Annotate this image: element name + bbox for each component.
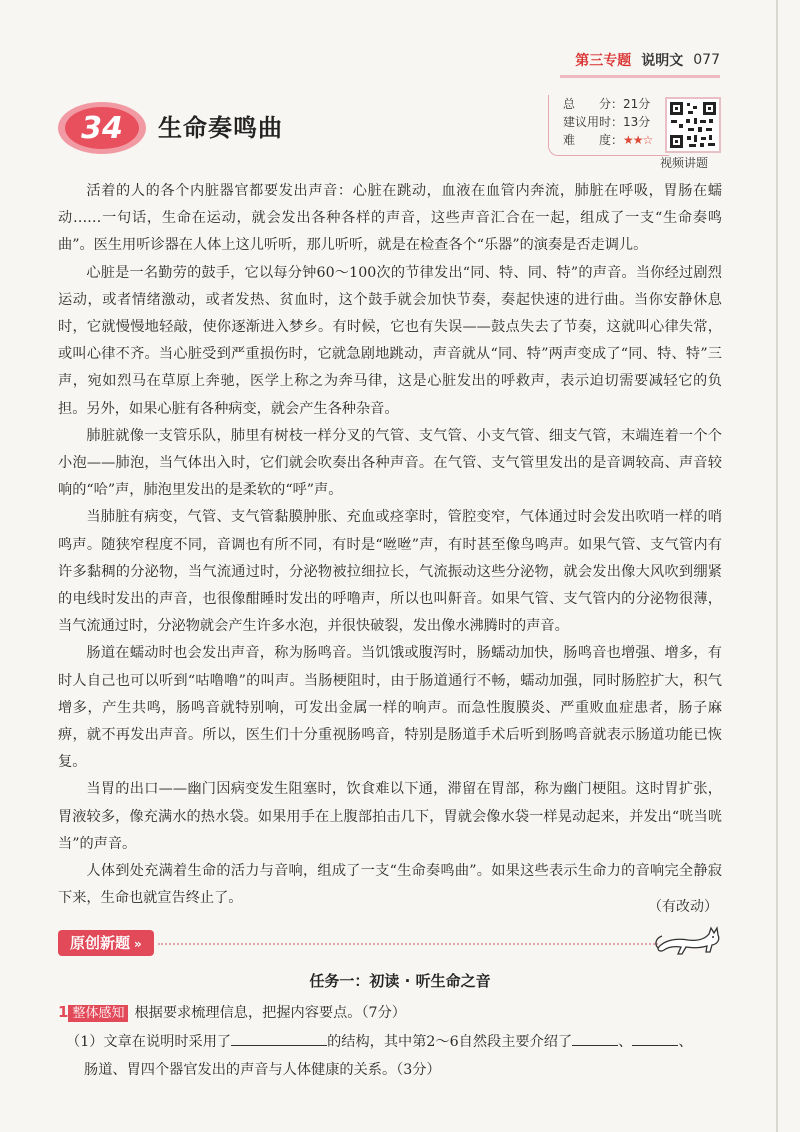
paragraph-7: 人体到处充满着生命的活力与音响，组成了一支“生命奏鸣曲”。如果这些表示生命力的音响完全静寂下来，生命也就宣告终止了。 — [58, 863, 722, 907]
paragraph-3: 肺脏就像一支管乐队，肺里有树枝一样分叉的气管、支气管、小支气管、细支气管，末端连着一个个小泡——肺泡，当气体出入时，它们就会吹奏出各种声音。在气管、支气管里发出的是音调较高、声音较响的“哈”声，肺泡里发出的是柔软的“呼”声。 — [58, 427, 722, 499]
paragraph-4: 当肺脏有病变，气管、支气管黏膜肿胀、充血或痉挛时，管腔变窄，气体通过时会发出吹哨一样的哨鸣声。随狭窄程度不同，音调也有所不同，有时是“咝咝”声，有时甚至像鸟鸣声。如果气管、支气管内有许多黏稠的分泌物，当气流通过时，分泌物被拉细拉长，气流振动这些分泌物，就会发出像大风吹到绷紧的电线时发出的声音，也很像酣睡时发出的呼噜声，所以也叫鼾音。如果气管、支气管内的分泌物很薄，当气流通过时，分泌物就会产生许多水泡，并很快破裂，发出像水沸腾时的声音。 — [58, 509, 722, 635]
header-rule — [560, 75, 720, 78]
lesson-title: 生命奏鸣曲 — [158, 114, 283, 142]
answer-blank-organ-2[interactable] — [632, 1029, 678, 1046]
answer-blank-organ-1[interactable] — [572, 1029, 618, 1046]
paragraph-5: 肠道在蠕动时也会发出声音，称为肠鸣音。当饥饿或腹泻时，肠蠕动加快，肠鸣音也增强、增多，有时人自己也可以听到“咕噜噜”的叫声。当肠梗阻时，由于肠道通行不畅，蠕动加强，同时肠腔扩大，积气增多，产生共鸣，肠鸣音就特别响，可发出金属一样的响声。而急性腹膜炎、严重败血症患者，肠子麻痹，就不再发出声音。所以，医生们十分重视肠鸣音，特别是肠道手术后听到肠鸣音就表示肠道功能已恢复。 — [58, 645, 722, 771]
answer-blank-structure[interactable] — [231, 1029, 327, 1046]
article-body — [58, 178, 722, 912]
question-1-stem — [58, 998, 728, 1028]
difficulty — [563, 131, 669, 149]
difficulty-label: 难 度： — [563, 133, 624, 147]
dotted-divider — [158, 943, 658, 945]
separator-2: 、 — [678, 1034, 693, 1050]
question-text: 根据要求梳理信息，把握内容要点。（7分） — [134, 1005, 406, 1021]
header-topic: 第三专题 — [575, 53, 632, 69]
task-title: 任务一：初读 · 听生命之音 — [309, 972, 491, 990]
sub-1-text-a: （1）文章在说明时采用了 — [66, 1034, 232, 1050]
lesson-number-badge — [56, 100, 148, 156]
separator-1: 、 — [618, 1034, 633, 1050]
cat-icon — [654, 922, 724, 964]
score-info-box — [548, 95, 669, 156]
running-header — [575, 50, 720, 70]
question-1-sub-1 — [58, 1028, 728, 1056]
lesson-number: 34 — [81, 110, 123, 146]
qr-code-icon[interactable] — [665, 97, 721, 153]
difficulty-stars-icon: ★★☆ — [623, 133, 653, 147]
source-note: （有改动） — [648, 899, 718, 915]
question-1 — [58, 998, 728, 1084]
question-tag: 整体感知 — [68, 1005, 128, 1022]
sub-1-continuation: 肠道、胃四个器官发出的声音与人体健康的关系。（3分） — [84, 1062, 441, 1078]
video-label: 视频讲题 — [660, 156, 709, 170]
paragraph-2: 心脏是一名勤劳的鼓手，它以每分钟60～100次的节律发出“同、特、同、特”的声音。当你经过剧烈运动，或者情绪激动，或者发热、贫血时，这个鼓手就会加快节奏，奏起快速的进行曲。当你安静休息时，它就慢慢地轻敲，使你逐渐进入梦乡。有时候，它也有失误——鼓点失去了节奏，这就叫心律失常，或叫心律不齐。当心脏受到严重损伤时，它就急剧地跳动，声音就从“同、特”两声变成了“同、特、特”三声，宛如烈马在草原上奔驰，医学上称之为奔马律，这是心脏发出的呼救声，表示迫切需要减轻它的负担。另外，如果心脏有各种病变，就会产生各种杂音。 — [58, 264, 722, 417]
section-banner: 原创新题 » — [58, 930, 154, 956]
header-section: 说明文 — [641, 53, 684, 69]
sub-1-text-b: 的结构，其中第2～6自然段主要介绍了 — [327, 1034, 573, 1050]
question-number: 1 — [58, 1003, 69, 1021]
paragraph-6: 当胃的出口——幽门因病变发生阻塞时，饮食难以下通，滞留在胃部，称为幽门梗阻。这时胃扩张，胃液较多，像充满水的热水袋。如果用手在上腹部拍击几下，胃就会像水袋一样晃动起来，并发出“咣当咣当”的声音。 — [58, 781, 722, 852]
total-score: 总 分：21分 — [563, 97, 651, 111]
suggested-time: 建议用时：13分 — [563, 115, 651, 129]
page-edge — [776, 0, 778, 1132]
paragraph-1: 活着的人的各个内脏器官都要发出声音：心脏在跳动，血液在血管内奔流，肺脏在呼吸，胃肠在蠕动……一句话，生命在运动，就会发出各种各样的声音，这些声音汇合在一起，组成了一支“生命奏鸣曲”。医生用听诊器在人体上这儿听听，那儿听听，就是在检查各个“乐器”的演奏是否走调儿。 — [58, 183, 722, 254]
page-number: 077 — [693, 52, 720, 68]
